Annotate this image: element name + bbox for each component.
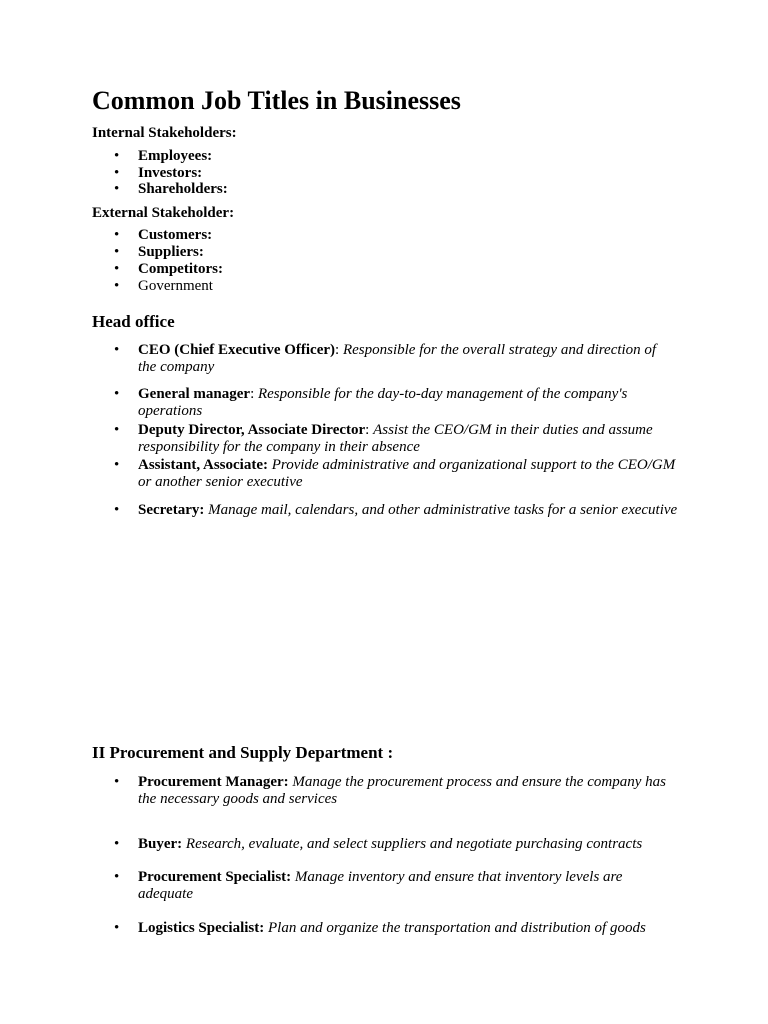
job-title: Procurement Manager: [138, 774, 289, 790]
internal-stakeholders-label: Internal Stakeholders: [92, 125, 237, 141]
job-description: Manage mail, calendars, and other administrative tasks for a senior executive [208, 502, 678, 518]
list-item [138, 836, 678, 853]
separator: : [365, 422, 374, 438]
external-stakeholders-label: External Stakeholder: [92, 205, 235, 221]
separator: : [335, 342, 343, 358]
job-description: Research, evaluate, and select suppliers and negotiate purchasing contracts [185, 836, 643, 852]
job-description: Responsible for the overall strategy and direction of the company [138, 342, 657, 375]
list-item: • Employees: [138, 148, 212, 165]
list-item: • Government [138, 278, 213, 295]
list-item [138, 422, 678, 456]
job-description: Manage inventory and ensure that inventory levels are adequate [138, 869, 623, 902]
list-item: • Suppliers: [138, 244, 204, 261]
job-description: Responsible for the day-to-day management of the company's operations [138, 386, 628, 419]
job-title: Procurement Specialist: [138, 869, 292, 885]
list-item [138, 774, 678, 808]
job-description: Plan and organize the transportation and distribution of goods [268, 920, 646, 936]
job-description: Assist the CEO/GM in their duties and assume responsibility for the company in their absence [138, 422, 653, 455]
list-item: • Customers: [138, 227, 212, 244]
job-title: CEO (Chief Executive Officer) [138, 342, 336, 358]
list-item: • Competitors: [138, 261, 223, 278]
list-item [138, 457, 678, 491]
job-description: Provide administrative and organizational support to the CEO/GM or another senior executive [138, 457, 676, 490]
job-title: Buyer: [138, 836, 183, 852]
job-title: Deputy Director, Associate Director [138, 422, 366, 438]
job-title: Secretary: [138, 502, 205, 518]
list-item [138, 342, 678, 376]
list-item [138, 502, 678, 519]
list-item [138, 869, 678, 903]
list-item [138, 920, 678, 937]
document-title: Common Job Titles in Businesses [92, 86, 461, 115]
job-title: General manager [138, 386, 251, 402]
job-title: Assistant, Associate: [138, 457, 268, 473]
separator: : [250, 386, 258, 402]
job-description: Manage the procurement process and ensure the company has the necessary goods and services [138, 774, 666, 807]
list-item: • Shareholders: [138, 181, 228, 198]
head-office-heading: Head office [92, 312, 175, 331]
list-item [138, 386, 678, 420]
procurement-heading: II Procurement and Supply Department : [92, 743, 394, 762]
job-title: Logistics Specialist: [138, 920, 265, 936]
list-item: • Investors: [138, 165, 202, 182]
